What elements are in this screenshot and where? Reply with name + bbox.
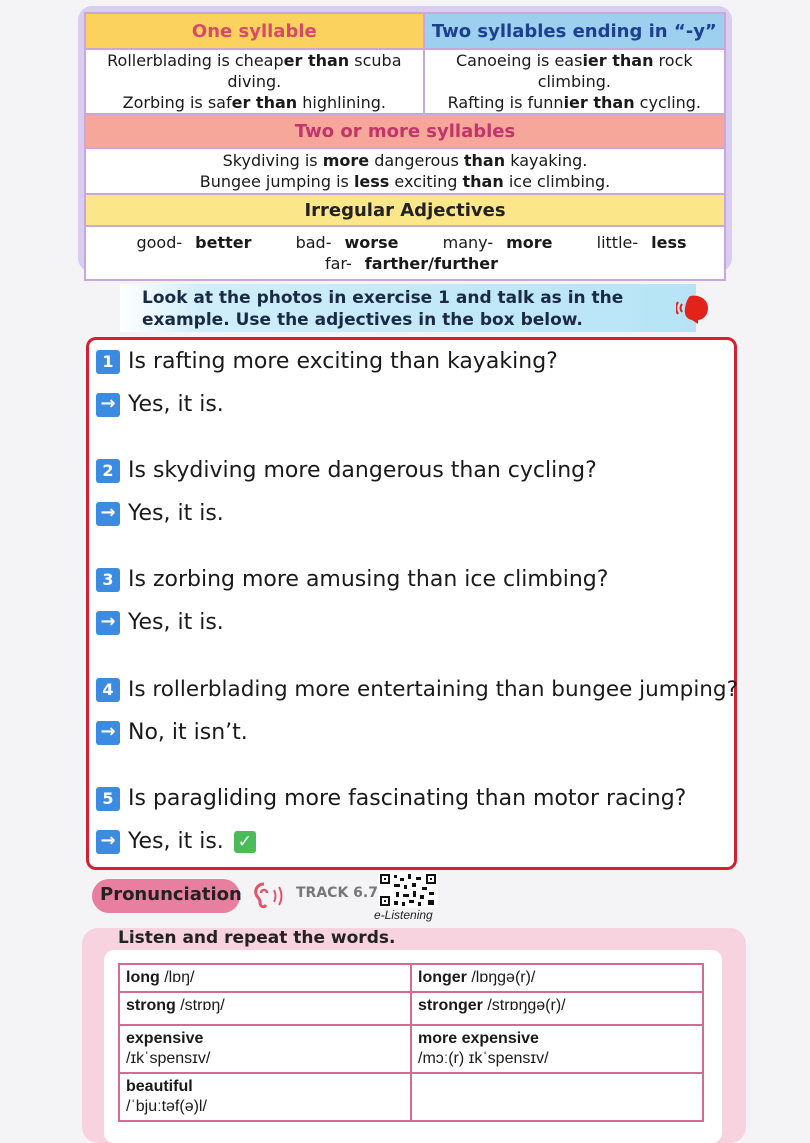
- word-cell: [411, 1073, 703, 1121]
- irregular-list: [85, 226, 725, 280]
- answer-2: → Yes, it is.: [96, 500, 224, 528]
- two-syllables-examples: Canoeing is easier than rock climbing. Rafting is funnier than cycling.: [424, 49, 725, 114]
- irregular-item: bad- worse: [295, 233, 399, 252]
- question-4: 4 Is rollerblading more entertaining than bungee jumping?: [96, 676, 738, 704]
- header-two-syllables-y: Two syllables ending in “-y”: [424, 13, 725, 49]
- table-row: [119, 1025, 703, 1073]
- table-row: [119, 992, 703, 1025]
- number-4-icon: 4: [96, 678, 120, 702]
- number-3-icon: 3: [96, 568, 120, 592]
- answer-3: → Yes, it is.: [96, 609, 224, 637]
- header-one-syllable: One syllable: [85, 13, 424, 49]
- word-cell: expensive /ɪkˈspensɪv/: [119, 1025, 411, 1073]
- question-1: 1 Is rafting more exciting than kayaking?: [96, 348, 558, 376]
- irregular-item: many- more: [442, 233, 553, 252]
- track-label: TRACK 6.7: [296, 885, 378, 901]
- question-5: 5 Is paragliding more fascinating than motor racing?: [96, 785, 686, 813]
- arrow-right-icon: →: [96, 830, 120, 854]
- answer-1: → Yes, it is.: [96, 391, 224, 419]
- irregular-item: good- better: [136, 233, 252, 252]
- ear-sound-icon[interactable]: [252, 880, 286, 912]
- qr-code-icon[interactable]: [378, 872, 438, 908]
- irregular-item: little- less: [596, 233, 687, 252]
- listen-instruction: Listen and repeat the words.: [118, 928, 396, 948]
- word-cell: strong /strɒŋ/: [119, 992, 411, 1025]
- instruction-text: Look at the photos in exercise 1 and talk as in the example. Use the adjectives in the box below.: [142, 288, 624, 330]
- speaking-head-icon: [676, 290, 712, 326]
- header-two-or-more: Two or more syllables: [85, 114, 725, 148]
- table-row: [119, 964, 703, 992]
- word-cell: more expensive /mɔː(r) ɪkˈspensɪv/: [411, 1025, 703, 1073]
- two-or-more-examples: Skydiving is more dangerous than kayaking. Bungee jumping is less exciting than ice climbing.: [85, 148, 725, 194]
- answer-5: → Yes, it is. ✓: [96, 828, 256, 856]
- check-icon: ✓: [234, 831, 256, 853]
- word-cell: longer /lɒŋɡə(r)/: [411, 964, 703, 992]
- header-irregular: Irregular Adjectives: [85, 194, 725, 226]
- number-5-icon: 5: [96, 787, 120, 811]
- table-row: [119, 1073, 703, 1121]
- grammar-table: [84, 12, 726, 281]
- one-syllable-examples: Rollerblading is cheaper than scuba diving. Zorbing is safer than highlining.: [85, 49, 424, 114]
- word-cell: long /lɒŋ/: [119, 964, 411, 992]
- answer-4: → No, it isn’t.: [96, 719, 248, 747]
- arrow-right-icon: →: [96, 393, 120, 417]
- number-1-icon: 1: [96, 350, 120, 374]
- number-2-icon: 2: [96, 459, 120, 483]
- arrow-right-icon: →: [96, 721, 120, 745]
- word-cell: beautiful /ˈbjuːtəf(ə)l/: [119, 1073, 411, 1121]
- word-cell: stronger /strɒŋɡə(r)/: [411, 992, 703, 1025]
- arrow-right-icon: →: [96, 502, 120, 526]
- question-2: 2 Is skydiving more dangerous than cycling?: [96, 457, 597, 485]
- question-3: 3 Is zorbing more amusing than ice climbing?: [96, 566, 608, 594]
- pronunciation-label: Pronunciation: [100, 884, 242, 905]
- e-listening-label: e-Listening: [374, 908, 433, 922]
- irregular-item: far- farther/further: [324, 254, 499, 273]
- arrow-right-icon: →: [96, 611, 120, 635]
- pronunciation-table: [118, 963, 704, 1122]
